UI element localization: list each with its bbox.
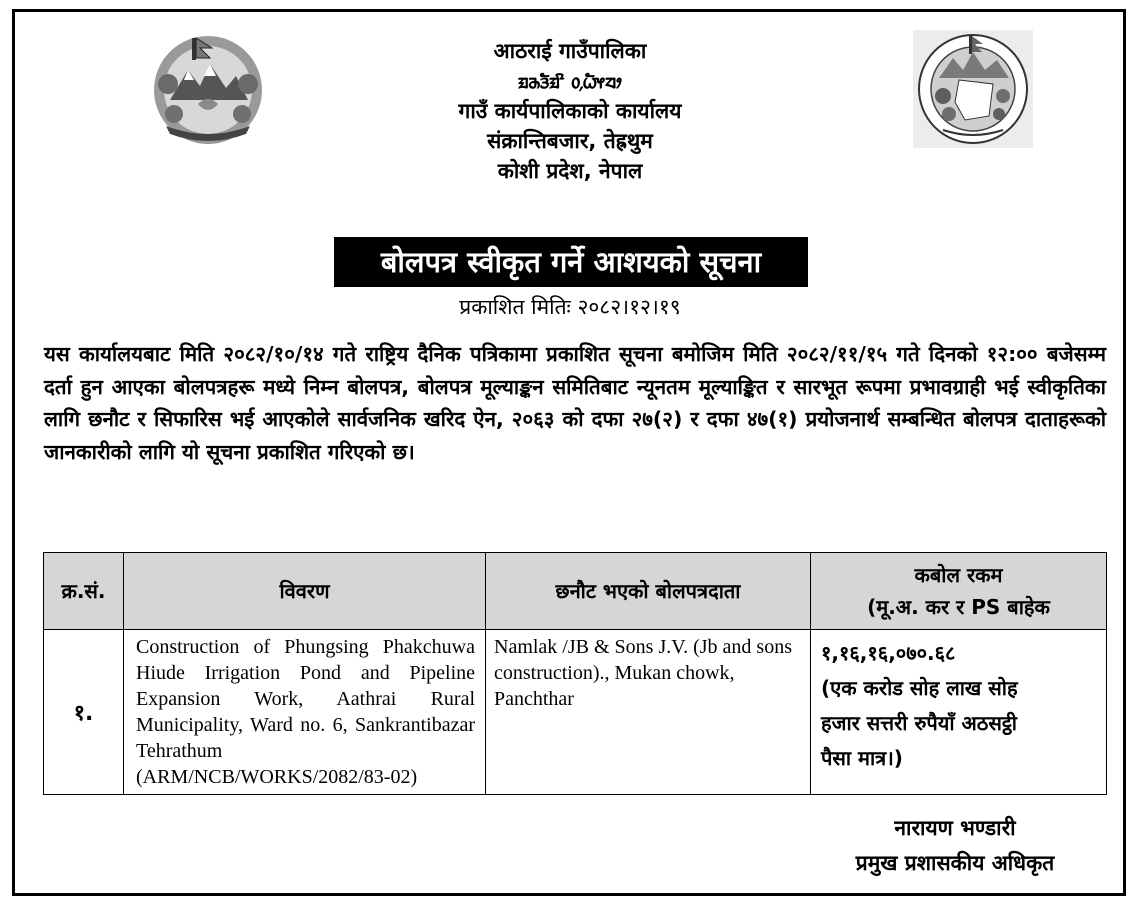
published-date: प्रकाशित मितिः २०८२।१२।१९ [459, 295, 681, 319]
header-selected-bidder: छनौट भएको बोलपत्रदाता [486, 553, 811, 630]
row-description: Construction of Phungsing Phakchuwa Hiude Irrigation Pond and Pipeline Expansion Work, Aathrai Rural Municipality, Ward no. 6, Sankrantibazar Tehrathum (ARM/NCB/WORKS/2082/83-02) [124, 630, 486, 795]
header-amount-line1: कबोल रकम [914, 563, 1003, 587]
office-address: संक्रान्तिबजार, तेह्रथुम [487, 129, 653, 153]
amount-words-line1: (एक करोड सोह लाख सोह [821, 676, 1018, 700]
header-amount-line2: (मू.अ. कर र PS बाहेक [867, 595, 1050, 619]
table-row [44, 630, 1107, 795]
row-selected-bidder: Namlak /JB & Sons J.V. (Jb and sons construction)., Mukan chowk, Panchthar [486, 630, 811, 795]
amount-figure: १,१६,१६,०७०.६८ [821, 641, 956, 665]
header-bid-amount [811, 553, 1107, 630]
province-country: कोशी प्रदेश, नेपाल [497, 159, 643, 183]
office-name: गाउँ कार्यपालिकाको कार्यालय [458, 99, 682, 123]
municipality-logo-emblem [913, 30, 1033, 148]
signature-block [800, 811, 1110, 881]
municipality-name-limbu: ᤀᤌᤋᤠᤀᤡ ᥆᤹ᤐᤠᤶᤔᤣ [518, 69, 622, 93]
amount-words-line3: पैसा मात्र।) [821, 746, 903, 770]
row-bid-amount [811, 630, 1107, 795]
signatory-title: प्रमुख प्रशासकीय अधिकृत [855, 851, 1055, 875]
header-serial-number: क्र.सं. [44, 553, 124, 630]
signatory-name: नारायण भण्डारी [894, 816, 1016, 840]
notice-title: बोलपत्र स्वीकृत गर्ने आशयको सूचना [334, 237, 808, 287]
office-header [300, 36, 840, 186]
notice-body-paragraph: यस कार्यालयबाट मिति २०८२/१०/१४ गते राष्ट्रिय दैनिक पत्रिकामा प्रकाशित सूचना बमोजिम मिति २०८२/११/१५ गते दिनको १२:०० बजेसम्म दर्ता हुन आएका बोलपत्रहरू मध्ये निम्न बोलपत्र, बोलपत्र मूल्याङ्कन समितिबाट न्यूनतम मूल्याङ्कित र सारभूत रूपमा प्रभावग्राही भई स्वीकृतिका लागि छनौट र सिफारिस भई आएकोले सार्वजनिक खरिद ऐन, २०६३ को दफा २७(२) र दफा ४७(१) प्रयोजनार्थ सम्बन्धित बोलपत्र दाताहरूको जानकारीको लागि यो सूचना प्रकाशित गरिएको छ। [44, 342, 1106, 464]
nepal-coat-of-arms-emblem [148, 30, 268, 148]
table-header-row [44, 553, 1107, 630]
header-description: विवरण [124, 553, 486, 630]
selected-bid-table [43, 552, 1107, 795]
row-serial-number: १. [44, 630, 124, 795]
municipality-name-nepali: आठराई गाउँपालिका [493, 39, 647, 63]
amount-words-line2: हजार सत्तरी रुपैयाँ अठसट्ठी [821, 711, 1017, 735]
